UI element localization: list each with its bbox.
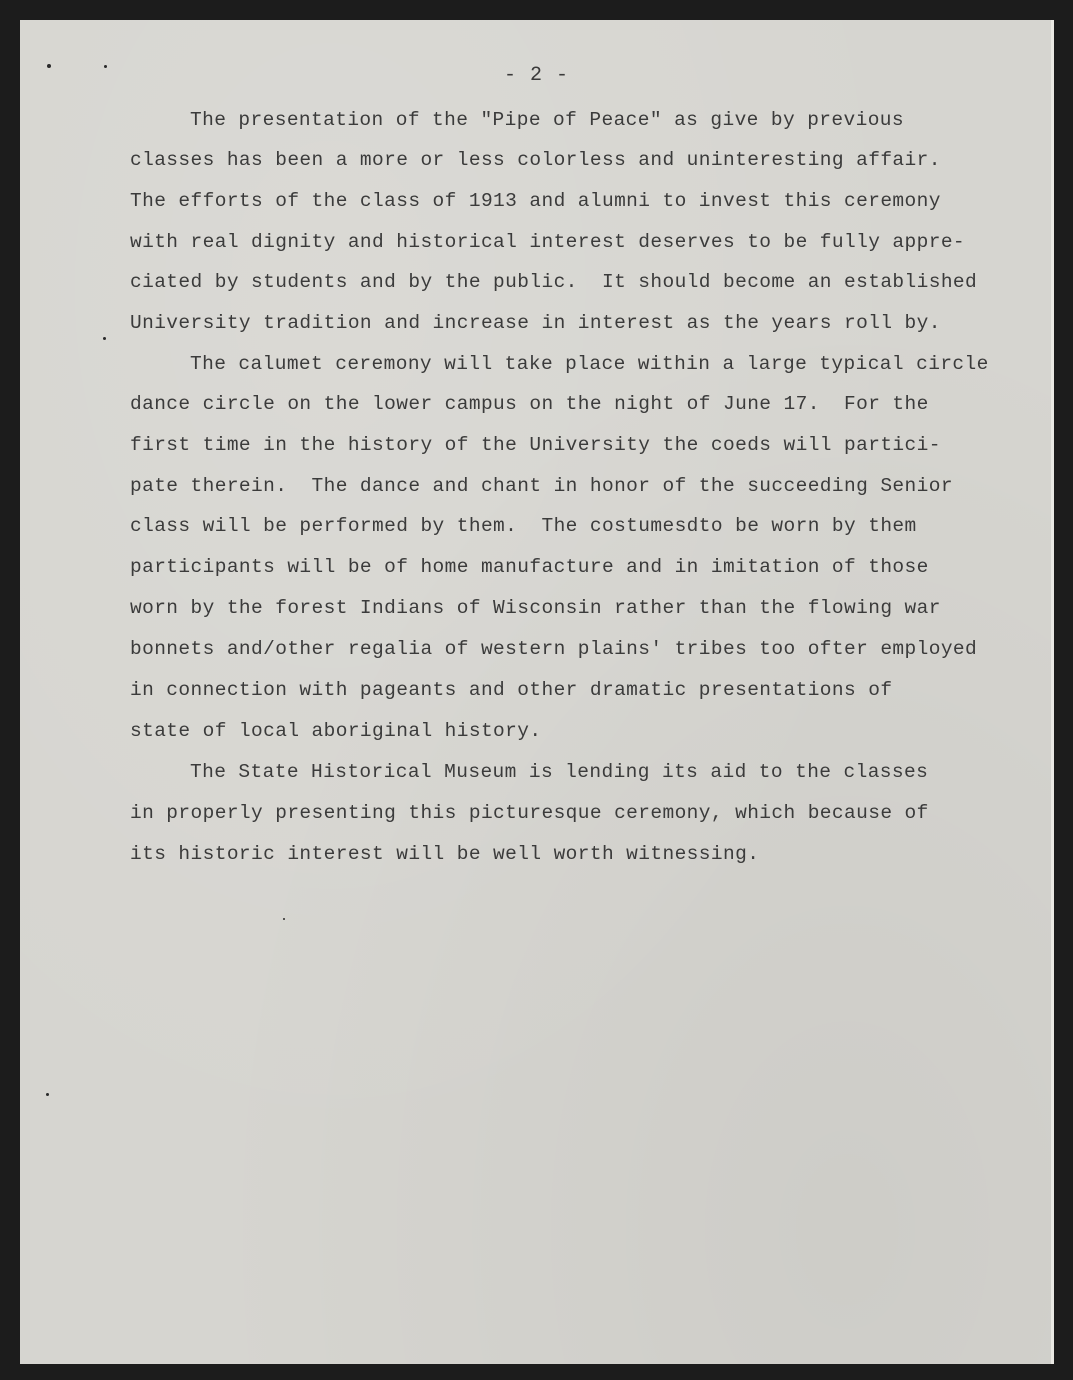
text-line: The efforts of the class of 1913 and alumni to invest this ceremony	[130, 190, 941, 212]
text-line: with real dignity and historical interest deserves to be fully appre-	[130, 231, 966, 253]
text-line: class will be performed by them. The costumesdto be worn by them	[130, 515, 917, 537]
text-line: classes has been a more or less colorless and uninteresting affair.	[130, 149, 941, 171]
text-line: state of local aboriginal history.	[130, 720, 542, 742]
page-number: - 2 -	[503, 64, 569, 87]
paper-edge	[1051, 20, 1054, 1364]
text-line: bonnets and/other regalia of western plains' tribes too ofter employed	[130, 638, 978, 660]
text-line: The presentation of the "Pipe of Peace" as give by previous	[190, 109, 905, 131]
text-line: first time in the history of the University the coeds will partici-	[130, 434, 941, 456]
margin-mark	[103, 337, 106, 340]
stray-mark	[283, 918, 285, 920]
text-line: participants will be of home manufacture and in imitation of those	[130, 556, 929, 578]
margin-mark	[46, 1093, 49, 1096]
text-line: The calumet ceremony will take place within a large typical circle	[190, 353, 989, 375]
text-line: pate therein. The dance and chant in honor of the succeeding Senior	[130, 475, 953, 497]
text-line: ciated by students and by the public. It should become an established	[130, 271, 978, 293]
text-line: worn by the forest Indians of Wisconsin rather than the flowing war	[130, 597, 941, 619]
text-line: dance circle on the lower campus on the night of June 17. For the	[130, 393, 929, 415]
text-line: The State Historical Museum is lending its aid to the classes	[190, 761, 929, 783]
text-line: University tradition and increase in interest as the years roll by.	[130, 312, 941, 334]
text-line: in properly presenting this picturesque ceremony, which because of	[130, 802, 929, 824]
text-line: in connection with pageants and other dramatic presentations of	[130, 679, 893, 701]
text-line: its historic interest will be well worth witnessing.	[130, 843, 760, 865]
